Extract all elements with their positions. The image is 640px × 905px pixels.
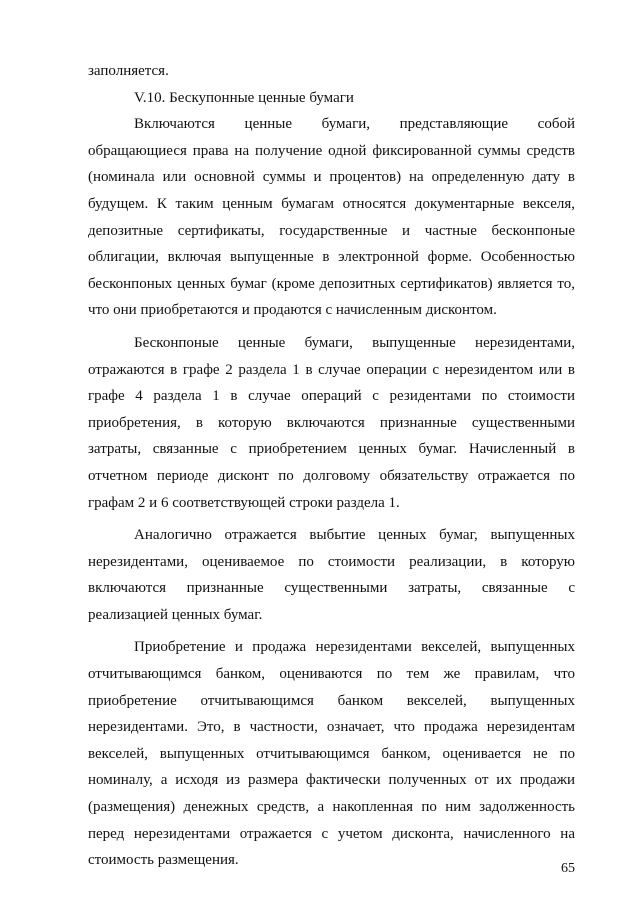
text-line: приобретения, в которую включаются признанные существенными <box>88 414 575 431</box>
paragraph-1 <box>88 111 575 324</box>
text-line: затраты, связанные с приобретением ценных бумаг. Начисленный в <box>88 441 575 458</box>
text-line: отчитывающимся банком, оцениваются по тем же правилам, что <box>88 666 575 683</box>
paragraph-2 <box>88 330 575 516</box>
text-line: бесконпоных ценных бумаг (кроме депозитных сертификатов) является то, <box>88 275 575 292</box>
text-line: графам 2 и 6 соответствующей строки раздела 1. <box>88 494 400 511</box>
text-line: Аналогично отражается выбытие ценных бумаг, выпущенных <box>134 527 575 544</box>
text-line: обращающиеся права на получение одной фиксированной суммы средств <box>88 142 575 159</box>
text-line: Бесконпоные ценные бумаги, выпущенные нерезидентами, <box>134 334 575 351</box>
text-line: Включаются ценные бумаги, представляющие собой <box>134 116 575 133</box>
text-line: нерезидентами, оцениваемое по стоимости реализации, в которую <box>88 553 575 570</box>
text-line: реализацией ценных бумаг. <box>88 606 263 623</box>
text-line: перед нерезидентами отражается с учетом дисконта, начисленного на <box>88 825 575 842</box>
continuation-line: заполняется. <box>88 63 169 79</box>
paragraph-4 <box>88 634 575 873</box>
text-line: что они приобретаются и продаются с начисленным дисконтом. <box>88 302 497 319</box>
text-line: депозитные сертификаты, государственные и частные бесконпоные <box>88 222 575 239</box>
section-heading: V.10. Бескупонные ценные бумаги <box>134 89 354 106</box>
text-line: (размещения) денежных средств, а накопленная по ним задолженность <box>88 799 575 816</box>
paragraph-3 <box>88 522 575 628</box>
text-line: включаются признанные существенными затраты, связанные с <box>88 580 575 597</box>
text-line: отражаются в графе 2 раздела 1 в случае операции с нерезидентом или в <box>88 361 575 378</box>
text-line: облигации, включая выпущенные в электронной форме. Особенностью <box>88 249 575 266</box>
text-line: будущем. К таким ценным бумагам относятся документарные векселя, <box>88 195 575 212</box>
text-line: отчетном периоде дисконт по долговому обязательству отражается по <box>88 467 575 484</box>
text-line: Приобретение и продажа нерезидентами векселей, выпущенных <box>134 639 575 656</box>
body-text <box>88 58 575 874</box>
text-line: стоимость размещения. <box>88 852 239 869</box>
text-line: (номинала или основной суммы и процентов) на определенную дату в <box>88 169 575 186</box>
page-number: 65 <box>561 861 575 876</box>
text-line: графе 4 раздела 1 в случае операций с резидентами по стоимости <box>88 388 575 405</box>
text-line: номиналу, а исходя из размера фактически полученных от их продажи <box>88 772 575 789</box>
text-line: векселей, выпущенных отчитывающимся банком, оценивается не по <box>88 745 575 762</box>
text-line: приобретение отчитывающимся банком векселей, выпущенных <box>88 692 575 709</box>
text-line: нерезидентами. Это, в частности, означает, что продажа нерезидентам <box>88 719 575 736</box>
